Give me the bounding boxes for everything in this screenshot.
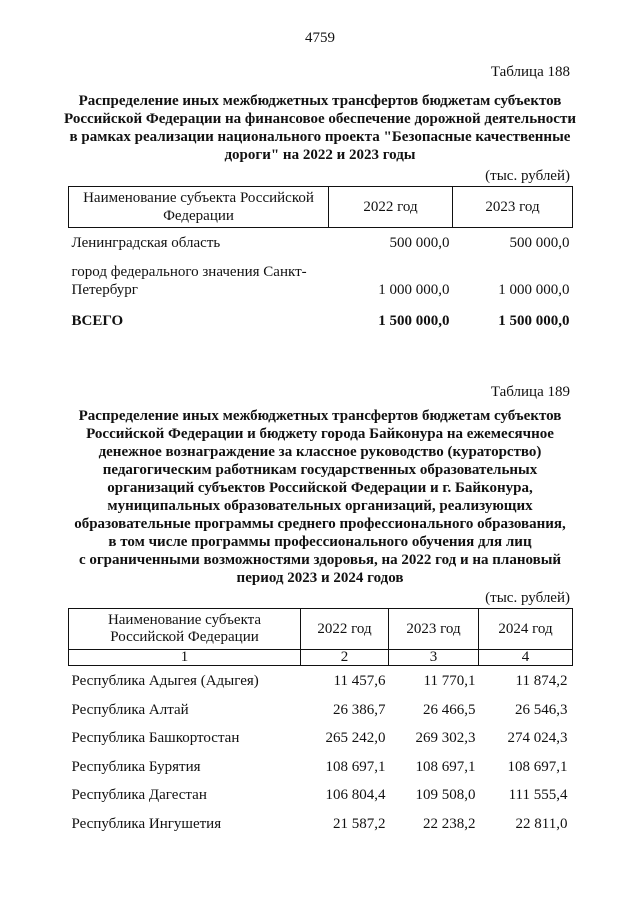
table-188-unit: (тыс. рублей) [485, 168, 570, 184]
value-2022: 108 697,1 [325, 758, 386, 775]
column-number: 3 [389, 650, 479, 666]
value-2023: 109 508,0 [415, 787, 476, 804]
title-line: в том числе программы профессионального обучения для лиц [108, 534, 532, 550]
table-189-title [0, 407, 640, 587]
title-line: в рамках реализации национального проекта "Безопасные качественные [69, 129, 571, 145]
table-row [69, 780, 573, 809]
region-name-line: Ленинградская область [71, 235, 221, 251]
region-name: Республика Алтай [71, 701, 189, 718]
total-label: ВСЕГО [71, 313, 124, 329]
region-name: Республика Адыгея (Адыгея) [71, 673, 259, 689]
header-2023: 2023 год [389, 609, 479, 650]
title-line: образовательные программы среднего профессионального образования, [74, 516, 566, 532]
value-2024: 11 874,2 [515, 673, 568, 689]
value-2023: 26 466,5 [423, 701, 476, 718]
header-line: Наименование субъекта [107, 612, 262, 628]
page-number: 4759 [305, 30, 335, 46]
value-2024: 108 697,1 [507, 758, 568, 775]
title-line: с ограниченными возможностями здоровья, на 2022 год и на плановый [78, 552, 562, 568]
title-line: муниципальных образовательных организаций, реализующих [107, 498, 533, 514]
table-header-row [69, 187, 573, 228]
table-row [69, 752, 573, 781]
header-line: Российской Федерации [110, 629, 259, 645]
column-number: 4 [479, 650, 573, 666]
table-188 [68, 186, 573, 332]
title-line: Распределение иных межбюджетных трансфертов бюджетам субъектов [78, 93, 562, 109]
table-row [69, 723, 573, 752]
header-2022: 2022 год [329, 187, 453, 228]
header-line: Наименование субъекта Российской [83, 190, 314, 206]
header-line: Федерации [163, 208, 234, 224]
value-2023: 22 238,2 [423, 815, 476, 832]
region-name: Республика Бурятия [71, 758, 201, 775]
total-2022: 1 500 000,0 [378, 313, 450, 329]
header-2023: 2023 год [453, 187, 573, 228]
table-row [69, 666, 573, 695]
title-line: дороги" на 2022 и 2023 годы [224, 147, 416, 163]
value-2023: 500 000,0 [509, 235, 570, 251]
value-2023: 1 000 000,0 [498, 282, 570, 298]
header-region-name [69, 187, 329, 228]
total-row [69, 312, 573, 332]
value-2023: 269 302,3 [415, 730, 476, 747]
value-2022: 11 457,6 [333, 673, 386, 689]
title-line: Российской Федерации и бюджету города Байконура на ежемесячное [86, 426, 554, 442]
region-name-line: город федерального значения Санкт- [71, 264, 307, 280]
value-2023: 11 770,1 [423, 673, 476, 689]
title-line: организаций субъектов Российской Федерации и г. Байконура, [107, 480, 533, 496]
region-name: Республика Башкортостан [71, 730, 240, 747]
column-number-row [69, 650, 573, 666]
value-2022: 106 804,4 [325, 787, 386, 804]
region-name: Республика Дагестан [71, 787, 207, 804]
title-line: Российской Федерации на финансовое обеспечение дорожной деятельности [64, 111, 576, 127]
title-line: педагогическим работникам государственных образовательных [102, 462, 538, 478]
table-189-label: Таблица 189 [490, 384, 570, 400]
header-region-name [69, 609, 301, 650]
region-name: Республика Ингушетия [71, 815, 222, 832]
table-row [69, 809, 573, 838]
table-row [69, 695, 573, 724]
title-line: Распределение иных межбюджетных трансфертов бюджетам субъектов [78, 408, 562, 424]
value-2024: 26 546,3 [515, 701, 568, 718]
value-2024: 274 024,3 [507, 730, 568, 747]
title-line: период 2023 и 2024 годов [236, 570, 404, 586]
value-2024: 22 811,0 [515, 815, 568, 832]
table-188-label: Таблица 188 [490, 64, 570, 80]
table-188-title [0, 92, 640, 164]
column-number: 2 [301, 650, 389, 666]
table-header-row [69, 609, 573, 650]
header-2022: 2022 год [301, 609, 389, 650]
column-number: 1 [69, 650, 301, 666]
header-2024: 2024 год [479, 609, 573, 650]
value-2022: 21 587,2 [333, 815, 386, 832]
table-189-unit: (тыс. рублей) [485, 590, 570, 606]
region-name-line: Петербург [71, 282, 138, 298]
table-row [69, 263, 573, 312]
region-name [69, 228, 329, 264]
value-2022: 265 242,0 [325, 730, 386, 747]
value-2022: 1 000 000,0 [378, 282, 450, 298]
table-row [69, 228, 573, 264]
value-2022: 500 000,0 [389, 235, 450, 251]
value-2022: 26 386,7 [333, 701, 386, 718]
total-2023: 1 500 000,0 [498, 313, 570, 329]
title-line: денежное вознаграждение за классное руководство (кураторство) [98, 444, 542, 460]
region-name [69, 263, 329, 312]
value-2023: 108 697,1 [415, 758, 476, 775]
value-2024: 111 555,4 [508, 787, 568, 804]
table-189 [68, 608, 573, 838]
